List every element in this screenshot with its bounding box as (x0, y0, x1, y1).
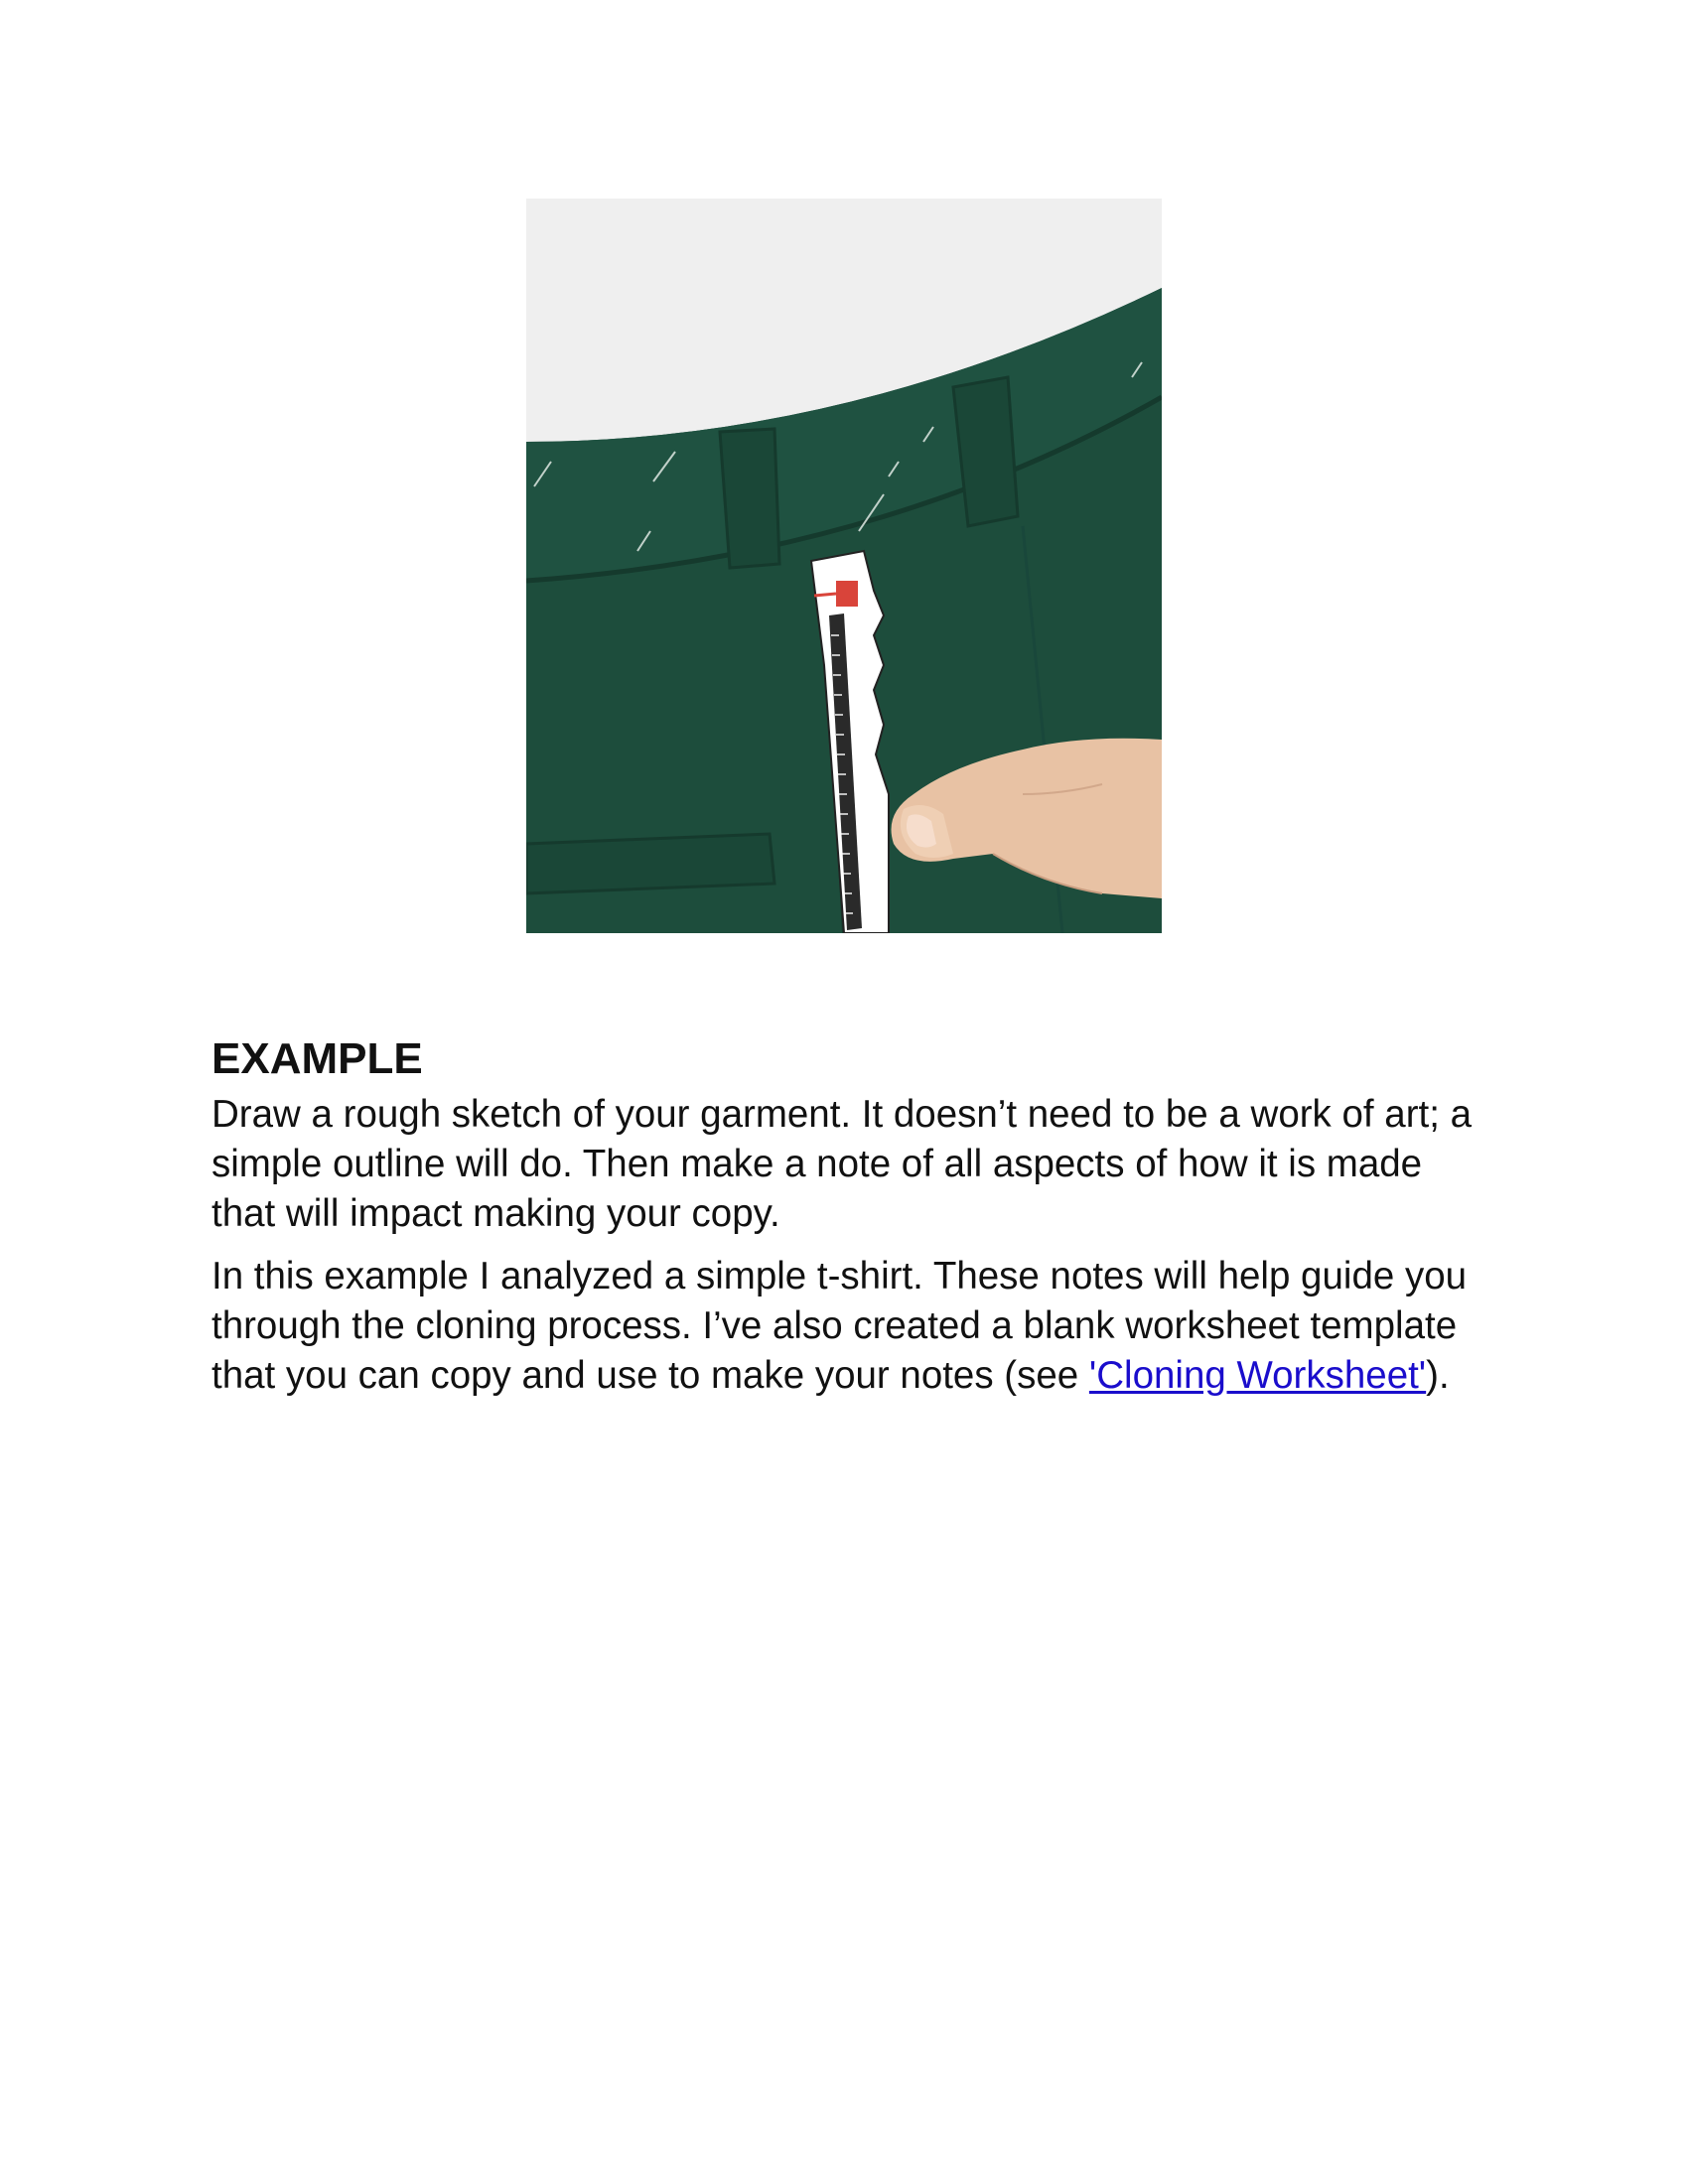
paragraph-example (211, 1252, 1492, 1401)
garment-photo (526, 199, 1162, 933)
paragraph-example-end: ). (1426, 1354, 1450, 1397)
section-heading: EXAMPLE (211, 1034, 423, 1083)
belt-loop (720, 429, 779, 568)
example-section (211, 1030, 1492, 1401)
cloning-worksheet-link[interactable]: 'Cloning Worksheet' (1088, 1354, 1427, 1397)
paragraph-example-text: In this example I analyzed a simple t-shirt. These notes will help guide you through the cloning process. I’ve also created a blank worksheet template that you can copy and use to make your notes (see (211, 1255, 1468, 1397)
gauge-slider-tab (836, 581, 858, 607)
paragraph-sketch: Draw a rough sketch of your garment. It doesn’t need to be a work of art; a simple outline will do. Then make a note of all aspects of how it is made that will impact making your copy. (211, 1093, 1473, 1235)
trouser-waistband-photo-icon (526, 199, 1162, 933)
pocket-welt (526, 834, 774, 893)
